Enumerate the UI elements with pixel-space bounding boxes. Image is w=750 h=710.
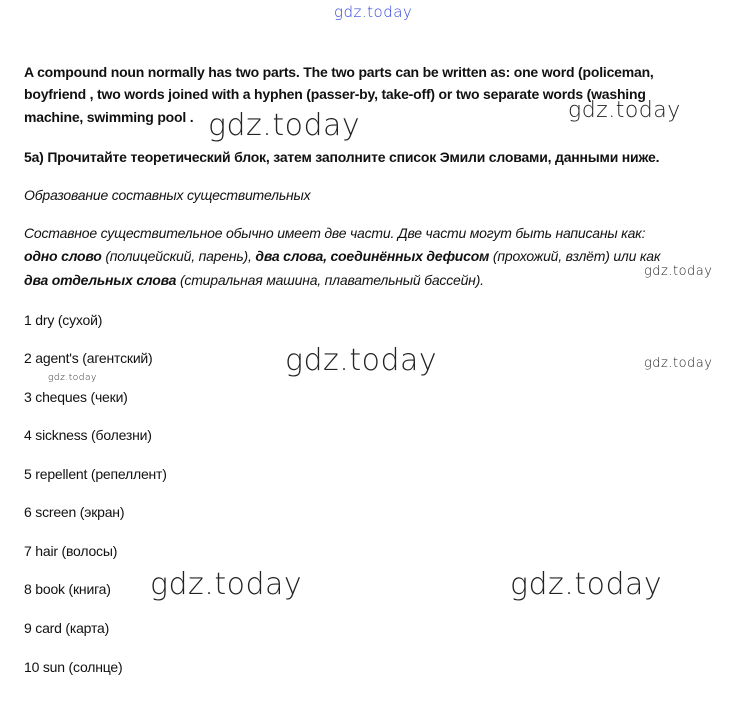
list-item: 4 sickness (болезни) (24, 427, 152, 443)
list-item: 2 agent's (агентский) (24, 350, 153, 366)
watermark: gdz.today (644, 264, 713, 279)
watermark: gdz.today (644, 356, 713, 371)
theory-line: Составное существительное обычно имеет две части. Две части могут быть написаны как: (24, 225, 646, 241)
intro-line: A compound noun normally has two parts. The two parts can be written as: one word (policeman, (24, 64, 654, 80)
list-item: 9 card (карта) (24, 620, 110, 636)
theory-bold: два отдельных слова (24, 272, 177, 288)
theory-text: (прохожий, взлёт) или как (489, 248, 661, 264)
watermark: gdz.today (568, 98, 681, 123)
theory-line (24, 271, 484, 289)
watermark: gdz.today (48, 373, 97, 383)
intro-line: machine, swimming pool . (24, 109, 194, 125)
task-heading: 5a) Прочитайте теоретический блок, затем заполните список Эмили словами, данными ниже. (24, 149, 660, 165)
watermark: gdz.today (150, 567, 303, 602)
list-item: 5 repellent (репеллент) (24, 466, 167, 482)
list-item: 1 dry (сухой) (24, 312, 103, 328)
theory-bold: два слова, соединённых дефисом (255, 248, 490, 264)
intro-line: boyfriend , two words joined with a hyphen (passer-by, take-off) or two separate words (washing (24, 86, 646, 102)
watermark: gdz.today (208, 108, 361, 143)
list-item: 10 sun (солнце) (24, 659, 123, 675)
list-item: 3 cheques (чеки) (24, 389, 128, 405)
watermark: gdz.today (510, 567, 663, 602)
list-item: 7 hair (волосы) (24, 543, 118, 559)
theory-text: (стиральная машина, плавательный бассейн). (176, 272, 484, 288)
watermark: gdz.today (285, 343, 438, 378)
theory-text: (полицейский, парень), (101, 248, 256, 264)
theory-bold: одно слово (24, 248, 102, 264)
list-item: 8 book (книга) (24, 581, 111, 597)
watermark: gdz.today (334, 3, 413, 21)
theory-line (24, 247, 660, 265)
subheading: Образование составных существительных (24, 187, 311, 203)
list-item: 6 screen (экран) (24, 504, 125, 520)
